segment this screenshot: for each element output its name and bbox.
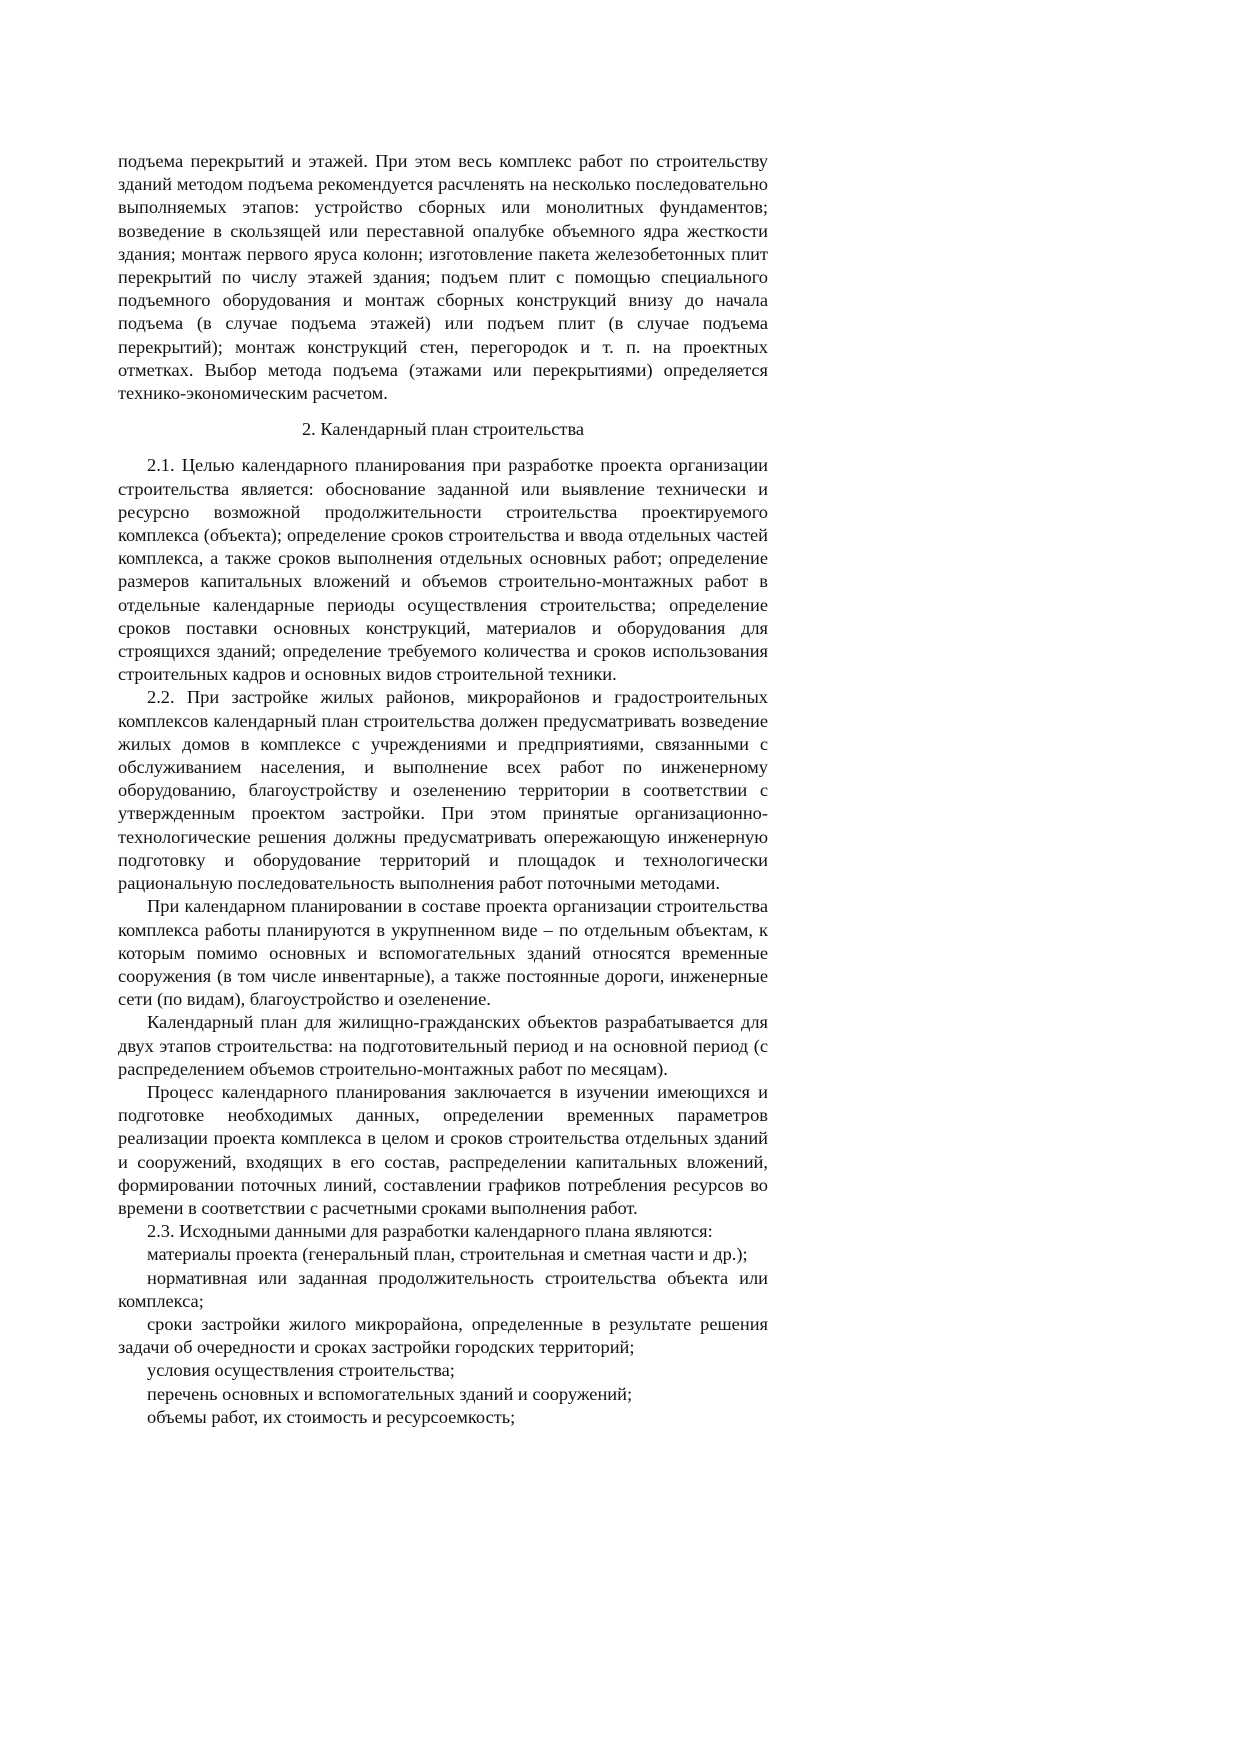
list-item: сроки застройки жилого микрорайона, определенные в результате решения задачи об очередности и сроках застройки городских территорий; [118,1313,768,1358]
list-item: перечень основных и вспомогательных зданий и сооружений; [147,1383,633,1404]
paragraph-calendar-plan-stages: Календарный план для жилищно-гражданских объектов разрабатывается для двух этапов строительства: на подготовительный период и на основной период (с распределением объемов строительно-монтажных работ по месяцам). [118,1012,768,1079]
paragraph-planning-process: Процесс календарного планирования заключается в изучении имеющихся и подготовке необходимых данных, определении временных параметров реализации проекта комплекса в целом и сроков строительства отдельных зданий и сооружений, входящих в его состав, распределении капитальных вложений, формировании поточных линий, составлении графиков потребления ресурсов во времени в соответствии с расчетными сроками выполнения работ. [118,1081,768,1218]
list-item: объемы работ, их стоимость и ресурсоемкость; [147,1406,516,1427]
paragraph-2-3: 2.3. Исходными данными для разработки календарного плана являются: [147,1221,713,1242]
section-heading: 2. Календарный план строительства [301,419,585,440]
document-page [118,150,768,1429]
list-item: материалы проекта (генеральный план, строительная и сметная части и др.); [147,1244,748,1265]
intro-paragraph: подъема перекрытий и этажей. При этом весь комплекс работ по строительству зданий методом подъема рекомендуется расчленять на несколько последовательно выполняемых этапов: устройство сборных или монолитных фундаментов; возведение в скользящей или переставной опалубке объемного ядра жесткости здания; монтаж первого яруса колонн; изготовление пакета железобетонных плит перекрытий по числу этажей здания; подъем плит с помощью специального подъемного оборудования и монтаж сборных конструкций внизу до начала подъема (в случае подъема этажей) или подъем плит (в случае подъема перекрытий); монтаж конструкций стен, перегородок и т. п. на проектных отметках. Выбор метода подъема (этажами или перекрытиями) определяется технико-экономическим расчетом. [118,151,768,404]
list-item: условия осуществления строительства; [147,1360,455,1381]
paragraph-2-1: 2.1. Целью календарного планирования при разработке проекта организации строительства является: обоснование заданной или выявление технически и ресурсно возможной продолжительности строительства проектируемого комплекса (объекта); определение сроков строительства и ввода отдельных частей комплекса, а также сроков выполнения отдельных основных работ; определение размеров капитальных вложений и объемов строительно-монтажных работ в отдельные календарные периоды осуществления строительства; определение сроков поставки основных конструкций, материалов и оборудования для строящихся зданий; определение требуемого количества и сроков использования строительных кадров и основных видов строительной техники. [118,455,768,685]
list-item: нормативная или заданная продолжительность строительства объекта или комплекса; [118,1267,768,1311]
paragraph-2-2: 2.2. При застройке жилых районов, микрорайонов и градостроительных комплексов календарный план строительства должен предусматривать возведение жилых домов в комплексе с учреждениями и предприятиями, связанными с обслуживанием населения, и выполнение всех работ по инженерному оборудованию, благоустройству и озеленению территории в соответствии с утвержденным проектом застройки. При этом принятые организационно-технологические решения должны предусматривать опережающую инженерную подготовку и оборудование территорий и площадок и технологически рациональную последовательность выполнения работ поточными методами. [118,687,768,894]
paragraph-planning-scope: При календарном планировании в составе проекта организации строительства комплекса работы планируются в укрупненном виде – по отдельным объектам, к которым помимо основных и вспомогательных зданий относятся временные сооружения (в том числе инвентарные), а также постоянные дороги, инженерные сети (по видам), благоустройство и озеленение. [118,896,768,1010]
